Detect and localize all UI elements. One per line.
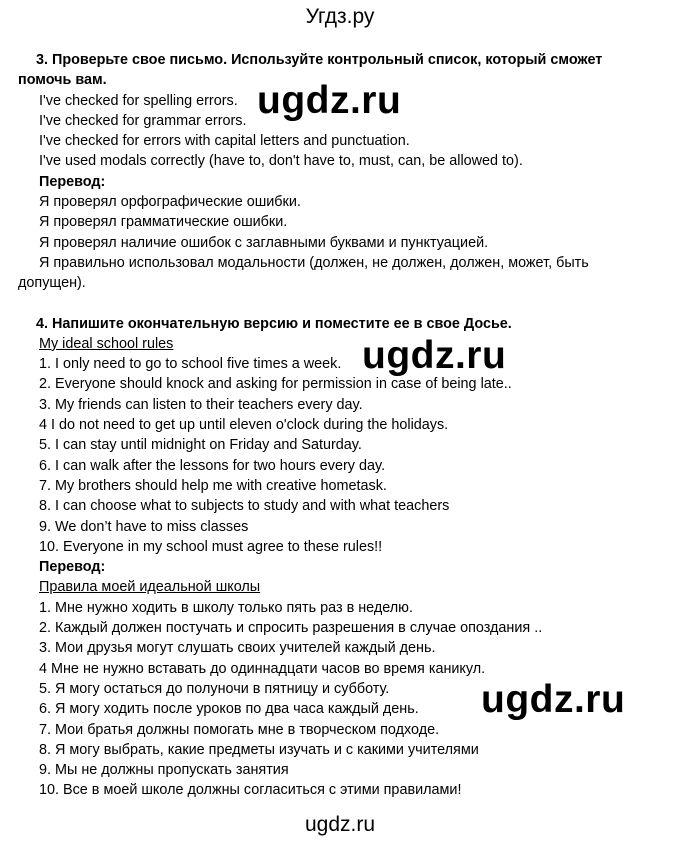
- translation-label: Перевод:: [39, 559, 106, 576]
- translation-rule-item: 4 Мне не нужно вставать до одиннадцати часов во время каникул.: [39, 660, 486, 677]
- translation-line: Я проверял орфографические ошибки.: [39, 194, 301, 211]
- rule-item: 4 I do not need to get up until eleven o'clock during the holidays.: [39, 417, 449, 434]
- checklist-item: I've used modals correctly (have to, don't have to, must, can, be allowed to).: [39, 153, 523, 170]
- rules-title: My ideal school rules: [39, 335, 174, 352]
- rule-item: 3. My friends can listen to their teachers every day.: [39, 396, 363, 413]
- rule-item: 5. I can stay until midnight on Friday and Saturday.: [39, 437, 362, 454]
- translation-line: Я правильно использовал модальности (должен, не должен, должен, может, быть: [39, 254, 589, 271]
- rule-item: 1. I only need to go to school five times a week.: [39, 356, 342, 373]
- translation-rule-item: 10. Все в моей школе должны согласиться с этими правилами!: [39, 782, 462, 799]
- site-footer: ugdz.ru: [304, 813, 376, 836]
- translation-rule-item: 2. Каждый должен постучать и спросить разрешения в случае опоздания ..: [39, 620, 543, 637]
- translation-line: Я проверял грамматические ошибки.: [39, 214, 288, 231]
- rule-item: 10. Everyone in my school must agree to these rules!!: [39, 538, 383, 555]
- translation-label: Перевод:: [39, 173, 106, 190]
- watermark-2: ugdz.ru: [362, 334, 507, 377]
- translation-rule-item: 8. Я могу выбрать, какие предметы изучать и с какими учителями: [39, 741, 479, 758]
- rule-item: 2. Everyone should knock and asking for permission in case of being late..: [39, 376, 512, 393]
- translation-rule-item: 6. Я могу ходить после уроков по два часа каждый день.: [39, 701, 419, 718]
- rule-item: 9. We don’t have to miss classes: [39, 518, 249, 535]
- task-3-heading: 3. Проверьте свое письмо. Используйте контрольный список, который сможет: [36, 52, 603, 68]
- section-gap: [18, 294, 668, 314]
- task-4-heading: 4. Напишите окончательную версию и поместите ее в свое Досье.: [36, 315, 512, 332]
- task-3-heading-continued: помочь вам.: [18, 72, 107, 89]
- rule-item: 6. I can walk after the lessons for two hours every day.: [39, 457, 386, 474]
- checklist-item: I've checked for grammar errors.: [39, 112, 247, 129]
- watermark-3: ugdz.ru: [481, 678, 626, 721]
- translation-line: Я проверял наличие ошибок с заглавными буквами и пунктуацией.: [39, 234, 489, 251]
- translation-rule-item: 7. Мои братья должны помогать мне в творческом подходе.: [39, 721, 440, 738]
- checklist-item: I've checked for spelling errors.: [39, 92, 238, 109]
- translation-rule-item: 1. Мне нужно ходить в школу только пять раз в неделю.: [39, 599, 413, 616]
- checklist-item: I've checked for errors with capital letters and punctuation.: [39, 133, 410, 150]
- translation-rule-item: 9. Мы не должны пропускать занятия: [39, 762, 289, 779]
- translation-rule-item: 3. Мои друзья могут слушать своих учителей каждый день.: [39, 640, 436, 657]
- watermark-1: ugdz.ru: [257, 79, 402, 122]
- translation-title: Правила моей идеальной школы: [39, 579, 261, 596]
- rule-item: 8. I can choose what to subjects to study and with what teachers: [39, 498, 450, 515]
- translation-rule-item: 5. Я могу остаться до полуночи в пятницу и субботу.: [39, 680, 390, 697]
- rule-item: 7. My brothers should help me with creative hometask.: [39, 477, 387, 494]
- translation-line-continued: допущен).: [18, 275, 86, 292]
- task-4: [18, 314, 668, 801]
- site-header: Угдз.ру: [305, 5, 375, 28]
